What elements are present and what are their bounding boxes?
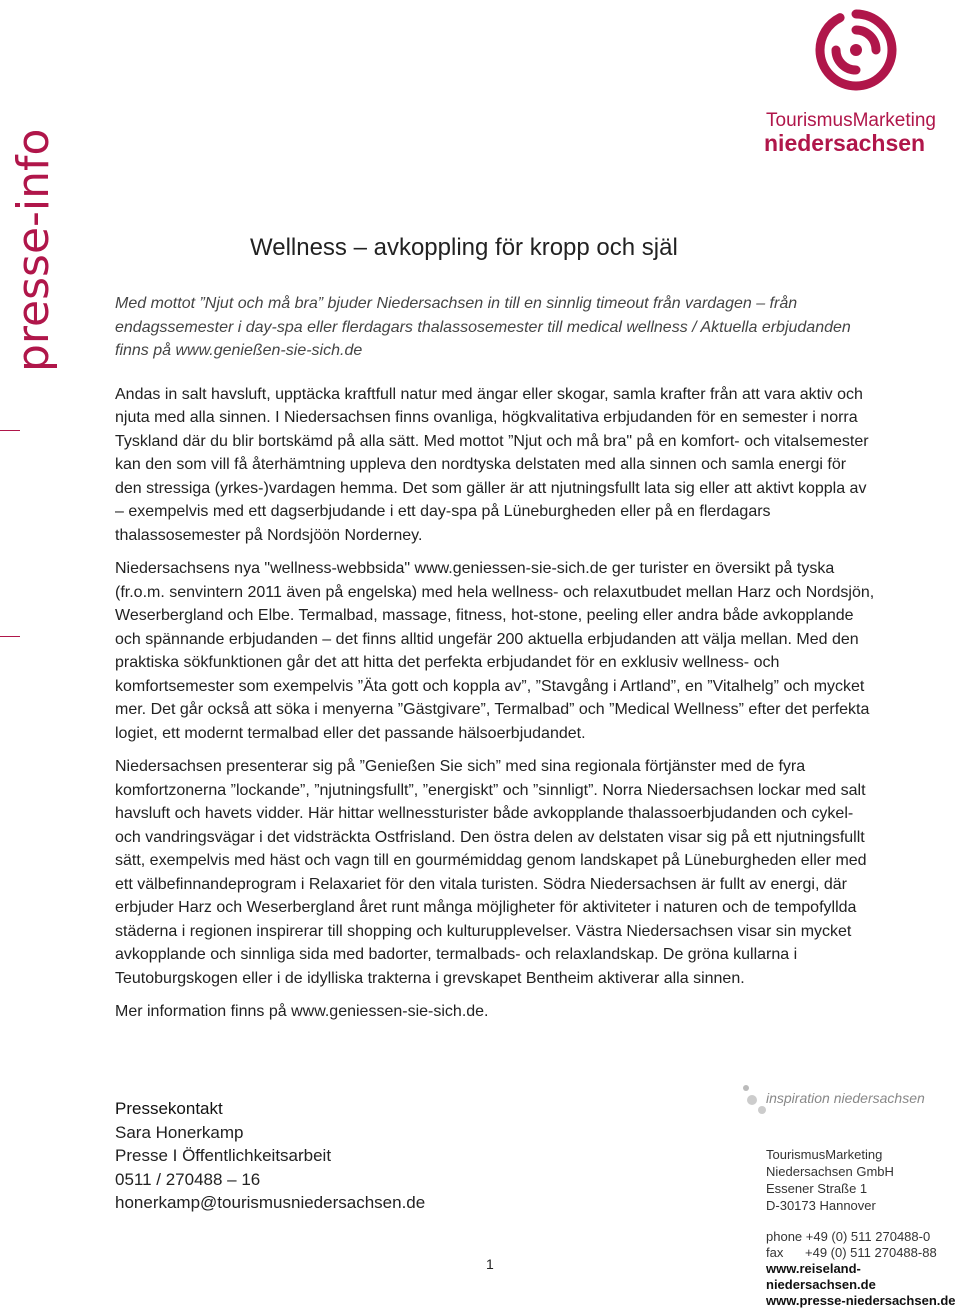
press-contact — [115, 1097, 425, 1215]
web-link[interactable]: www.presse-niedersachsen.de — [766, 1293, 956, 1308]
logo-line2: niedersachsen — [764, 130, 926, 156]
page-number: 1 — [486, 1256, 494, 1272]
inspiration-text: inspiration niedersachsen — [766, 1090, 925, 1106]
address-line: TourismusMarketing — [766, 1147, 883, 1162]
swirl-logo-icon — [812, 6, 900, 94]
document-title: Wellness – avkoppling för kropp och själ — [250, 234, 678, 261]
contact-heading: Pressekontakt — [115, 1099, 223, 1118]
body-paragraph: Andas in salt havsluft, upptäcka kraftfull natur med ängar eller skogar, samla krafter från att vara aktiv och njuta med alla sinnen. I Niedersachsen finns ovanliga, högkvalitativa erbjudanden för en semester i norra Tyskland där du blir bortskämd på alla sätt. Med mottot ”Njut och må bra" på en komfort- och vitalsemester kan den som vill få återhämtning uppleva den nordtyska delstaten med alla sinnen och samla energi för den stressiga (yrkes-)vardagen hemma. Det som gäller är att njutningsfullt lata sig eller att aktivt koppla av – exempelvis med ett dagserbjudande i ett day-spa på Lüneburgheden eller på en flerdagars thalassosemester på Nordsjöön Norderney. — [115, 385, 869, 544]
body-paragraph: Mer information finns på www.geniessen-sie-sich.de. — [115, 1003, 489, 1020]
margin-tick — [0, 430, 20, 431]
body-paragraph: Niedersachsen presenterar sig på ”Genießen Sie sich” med sina regionala förtjänster med de fyra komfortzonerna ”lockande”, ”njutningsfullt”, ”energiskt” och ”sinnligt”. Norra Niedersachsen lockar med salt havsluft och havets vidder. Här hittar wellnessturister både avkopplande thalassoerbjudanden och cykel- och vandringsvägar i det vidsträckta Ostfrisland. Den östra delen av delstaten visar sig på ett njutningsfullt sätt, exempelvis med häst och vagn till en gourmémiddag genom landskapet på Lüneburgheden eller med ett välbefinnandeprogram i Relaxariet för den vitala turisten. Södra Niedersachsen är fullt av energi, där erbjuder Harz och Weserbergland året runt många möjligheter för aktiviteter i naturen och de tempofyllda städerna i regionen inspirerar till shopping och kulturupplevelser. Västra Niedersachsen visar sin mycket avkopplande och sinnliga sida med badorter, termalbads- och relaxlandskap. De gröna kullarna i Teutoburgskogen eller i de idylliska trakterna i grevskapet Bentheim aktiverar alla sinnen. — [115, 758, 867, 987]
company-contact — [766, 1229, 960, 1309]
address-line: D-30173 Hannover — [766, 1198, 876, 1213]
phone-line: phone +49 (0) 511 270488-0 — [766, 1229, 931, 1244]
contact-department: Presse I Öffentlichkeitsarbeit — [115, 1146, 332, 1165]
address-line: Niedersachsen GmbH — [766, 1164, 894, 1179]
body-paragraph: Niedersachsens nya "wellness-webbsida" www.geniessen-sie-sich.de ger turister en översikt på tyska (fr.o.m. senvintern 2011 även på engelska) med hela wellness- och relaxutbudet mellan Harz och Nordsjön, Weserbergland och Elbe. Termalbad, massage, fitness, hot-stone, peeling eller andra både avkopplande och spännande erbjudanden – det finns alltid ungefär 200 aktuella erbjudanden att välja mellan. Med den praktiska sökfunktionen går det att hitta det perfekta erbjudandet för en exklusiv wellness- och komfortsemester som exempelvis ”Äta gott och koppla av”, ”Stavgång i Artland”, en ”Vitalhelg” och mycket mer. Det går också att söka i menyerna ”Gästgivare”, Termalbad” och ”Medical Wellness” efter det perfekta logiet, ett modernt termalbad eller det passande hälsoerbjudandet. — [115, 560, 875, 742]
presse-info-label: presse-info — [8, 128, 59, 372]
margin-tick — [0, 636, 20, 637]
contact-name: Sara Honerkamp — [115, 1122, 244, 1142]
contact-phone: 0511 / 270488 – 16 — [115, 1169, 261, 1189]
lead-paragraph: Med mottot ”Njut och må bra” bjuder Niedersachsen in till en sinnlig timeout från vardagen – från endagssemester i day-spa eller flerdagars thalassosemester till medical wellness / Aktuella erbjudanden finns på www.genießen-sie-sich.de — [115, 295, 851, 359]
inspiration-logo — [740, 1082, 940, 1122]
address-line: Essener Straße 1 — [766, 1181, 868, 1196]
document-body — [115, 292, 875, 1034]
fax-line: fax +49 (0) 511 270488-88 — [766, 1245, 937, 1260]
company-address — [766, 1146, 894, 1214]
contact-email[interactable]: honerkamp@tourismusniedersachsen.de — [115, 1193, 426, 1212]
logo-line1: TourismusMarketing — [766, 110, 936, 131]
web-link[interactable]: www.reiseland-niedersachsen.de — [766, 1261, 876, 1292]
